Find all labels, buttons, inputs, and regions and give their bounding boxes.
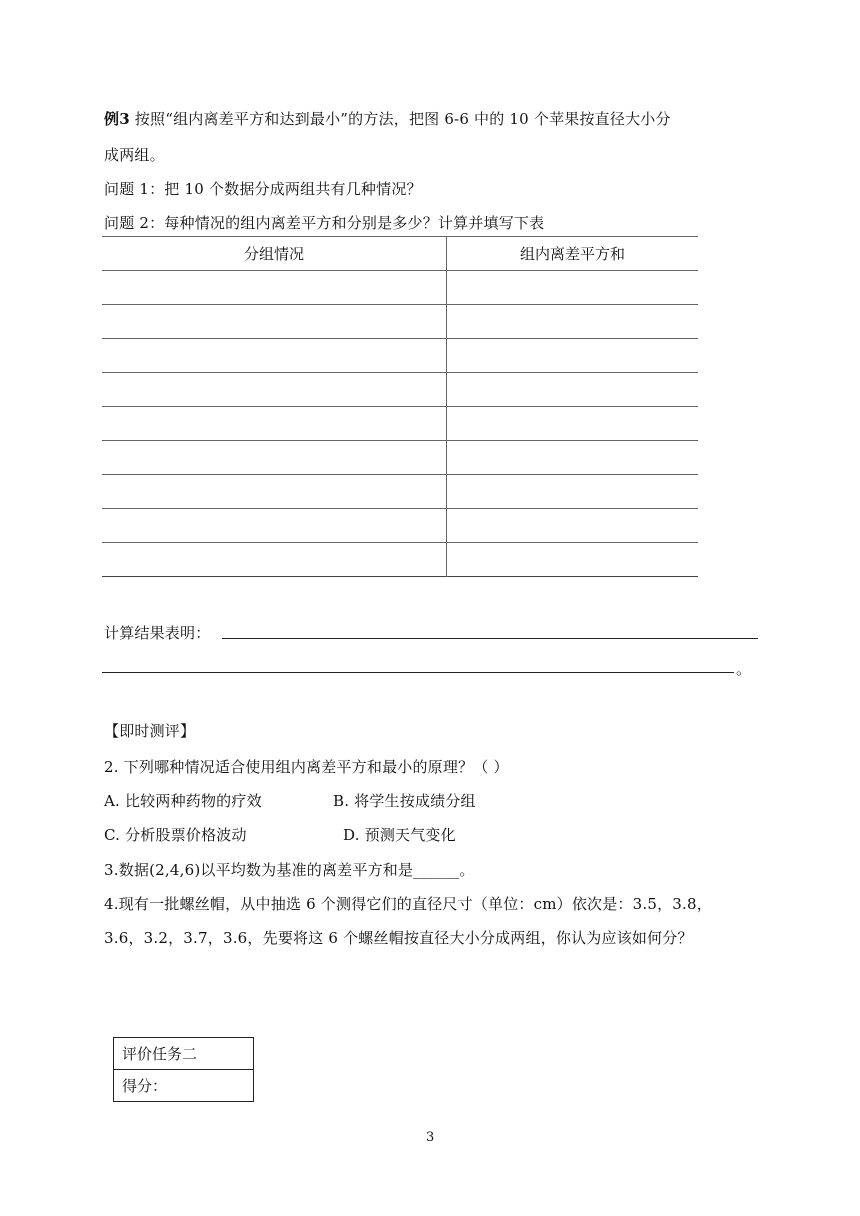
quiz-question-3: 3.数据(2,4,6)以平均数为基准的离差平方和是______。: [104, 861, 475, 879]
table-cell[interactable]: [102, 475, 447, 509]
table-cell[interactable]: [102, 339, 447, 373]
table-cell[interactable]: [447, 441, 699, 475]
table-cell[interactable]: [447, 407, 699, 441]
table-cell[interactable]: [102, 543, 447, 577]
quiz-question-2: 2. 下列哪种情况适合使用组内离差平方和最小的原理？（ ）: [104, 758, 509, 776]
table-row: [102, 373, 698, 407]
option-a: A. 比较两种药物的疗效: [104, 792, 262, 810]
evaluation-box: [113, 1037, 254, 1102]
score-label[interactable]: 得分：: [114, 1070, 254, 1102]
option-b: B. 将学生按成绩分组: [333, 792, 476, 810]
page-number: 3: [426, 1130, 435, 1145]
example-label: 例3: [104, 110, 130, 128]
quiz-question-4-line2: 3.6，3.2，3.7，3.6，先要将这 6 个螺丝帽按直径大小分成两组，你认为应该如何分？: [104, 929, 693, 947]
table-cell[interactable]: [447, 475, 699, 509]
table-row: [102, 407, 698, 441]
option-d: D. 预测天气变化: [343, 826, 456, 844]
table-cell[interactable]: [447, 543, 699, 577]
table-header-row: [102, 237, 698, 271]
result-blank-line1[interactable]: [222, 622, 758, 639]
table-row: [102, 441, 698, 475]
question-2: 问题 2：每种情况的组内离差平方和分别是多少？计算并填写下表: [104, 214, 545, 232]
table-cell[interactable]: [102, 305, 447, 339]
header-sum-squares: 组内离差平方和: [447, 237, 699, 271]
table-cell[interactable]: [102, 509, 447, 543]
table-cell[interactable]: [102, 407, 447, 441]
table-cell[interactable]: [447, 373, 699, 407]
table-row: [102, 543, 698, 577]
quiz-heading: 【即时测评】: [104, 722, 196, 740]
table-cell[interactable]: [102, 441, 447, 475]
example-text: 按照“组内离差平方和达到最小”的方法，把图 6-6 中的 10 个苹果按直径大小分: [129, 110, 671, 128]
quiz-question-4-line1: 4.现有一批螺丝帽，从中抽选 6 个测得它们的直径尺寸（单位：cm）依次是：3.5，3.8，: [104, 895, 712, 913]
table-cell[interactable]: [102, 373, 447, 407]
table-cell[interactable]: [102, 271, 447, 305]
table-row: [102, 339, 698, 373]
result-end-mark: 。: [736, 660, 752, 678]
example-3-line2: 成两组。: [104, 146, 165, 164]
question-1: 问题 1：把 10 个数据分成两组共有几种情况？: [104, 180, 422, 198]
grouping-table: [102, 236, 698, 577]
table-row: [102, 271, 698, 305]
evaluation-title: 评价任务二: [114, 1038, 254, 1070]
table-row: [102, 475, 698, 509]
example-3-line1: [104, 108, 671, 129]
table-cell[interactable]: [447, 339, 699, 373]
table-row: [102, 305, 698, 339]
table-cell[interactable]: [447, 271, 699, 305]
table-cell[interactable]: [447, 305, 699, 339]
header-grouping: 分组情况: [102, 237, 447, 271]
option-c: C. 分析股票价格波动: [104, 826, 247, 844]
result-label: 计算结果表明：: [104, 624, 211, 642]
table-row: [102, 509, 698, 543]
result-blank-line2[interactable]: [102, 656, 734, 673]
table-cell[interactable]: [447, 509, 699, 543]
